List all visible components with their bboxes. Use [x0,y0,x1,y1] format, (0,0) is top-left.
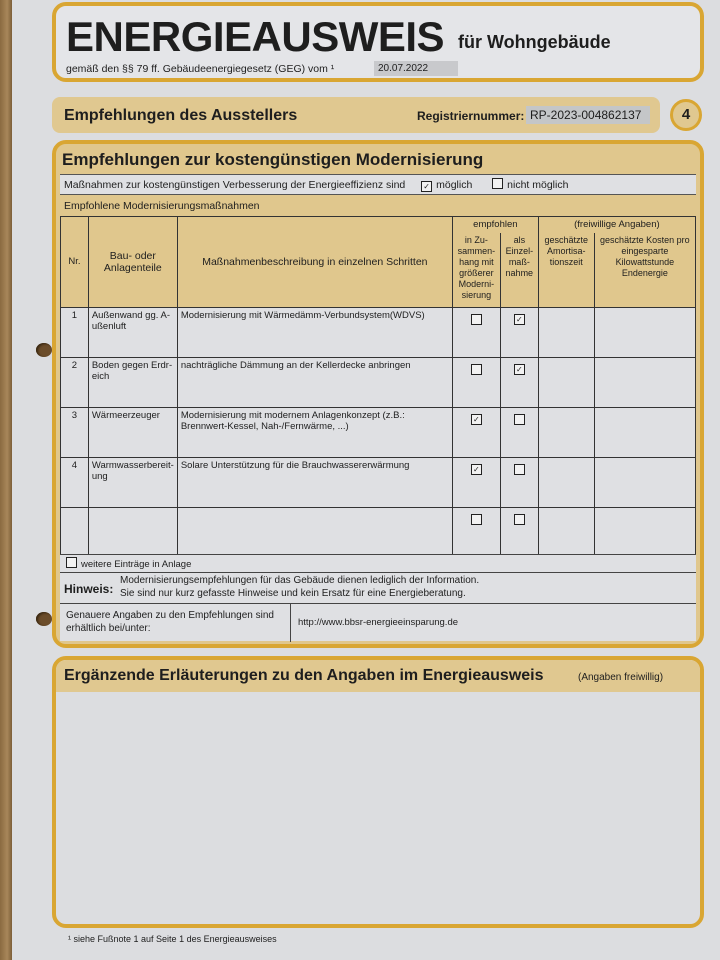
col-voluntary: (freiwillige Angaben) [538,217,695,234]
section-bar [52,97,660,133]
info-url[interactable]: http://www.bbsr-energieeinsparung.de [298,617,459,628]
payback-cell [538,357,594,407]
registration-label: Registriernummer: [417,109,525,123]
row-description: Solare Unterstützung für die Brauchwassererwärmung [177,457,452,507]
cost-cell [594,457,695,507]
note-line-2: Sie sind nur kurz gefasste Hinweise und kein Ersatz für eine Energieberatung. [120,588,466,599]
subheading-row [60,194,696,216]
combined-cell [452,357,500,407]
combined-cell [452,307,500,357]
cost-cell [594,407,695,457]
possible-checkbox[interactable]: ✓ [421,181,432,192]
measures-table [60,216,696,558]
not-possible-checkbox[interactable] [492,178,503,189]
divider [290,604,291,642]
row-number: 3 [61,407,89,457]
combined-checkbox[interactable] [471,364,482,375]
row-part: Boden gegen Erdr-eich [88,357,177,407]
punch-hole [36,343,52,357]
modernization-box [52,140,704,648]
row-part: Warmwasserbereit-ung [88,457,177,507]
registration-number-field: RP-2023-004862137 [526,106,650,124]
desk-background [0,0,12,960]
note-row [60,572,696,603]
single-checkbox[interactable]: ✓ [514,364,525,375]
cost-cell [594,307,695,357]
note-line-1: Modernisierungsempfehlungen für das Gebäude dienen lediglich der Information. [120,575,480,586]
row-description: nachträgliche Dämmung an der Kellerdecke anbringen [177,357,452,407]
col-recommended: empfohlen [452,217,538,234]
explanations-title: Ergänzende Erläuterungen zu den Angaben im Energieausweis [64,667,544,684]
combined-cell [452,407,500,457]
document-title: ENERGIEAUSWEIS [66,13,445,60]
row-description: Modernisierung mit modernem Anlagenkonzept (z.B.: Brennwert-Kessel, Nah-/Fernwärme, ...) [177,407,452,457]
row-number: 2 [61,357,89,407]
document-header [52,2,704,82]
row-part [88,507,177,557]
col-cost: geschätzte Kosten pro eingesparte Kilowattstunde Endenergie [594,233,695,307]
info-row [60,603,696,641]
single-cell [500,407,538,457]
more-entries-row [60,554,696,572]
payback-cell [538,457,594,507]
combined-cell [452,457,500,507]
issue-date-field: 20.07.2022 [374,61,458,76]
single-cell [500,307,538,357]
combined-checkbox[interactable] [471,514,482,525]
feasibility-row [60,174,696,194]
combined-checkbox[interactable]: ✓ [471,464,482,475]
row-part: Außenwand gg. A-ußenluft [88,307,177,357]
table-row [61,457,696,507]
col-single: als Einzel-maß-nahme [500,233,538,307]
payback-cell [538,407,594,457]
single-checkbox[interactable]: ✓ [514,314,525,325]
col-description: Maßnahmenbeschreibung in einzelnen Schritten [177,217,452,308]
law-reference: gemäß den §§ 79 ff. Gebäudeenergiegesetz (GEG) vom ¹ [66,63,335,75]
explanations-header [56,660,700,692]
payback-cell [538,507,594,557]
combined-checkbox[interactable]: ✓ [471,414,482,425]
punch-hole [36,612,52,626]
combined-checkbox[interactable] [471,314,482,325]
table-header-row [61,217,696,234]
note-label: Hinweis: [64,582,114,596]
document-subtitle: für Wohngebäude [458,32,611,52]
col-part: Bau- oder Anlagenteile [88,217,177,308]
section-title: Empfehlungen des Ausstellers [64,107,298,124]
page-number-badge: 4 [670,99,702,131]
table-row [61,307,696,357]
info-label: Genauere Angaben zu den Empfehlungen sind erhältlich bei/unter: [66,610,274,634]
row-number [61,507,89,557]
footnote: ¹ siehe Fußnote 1 auf Seite 1 des Energieausweises [68,934,277,944]
single-cell [500,457,538,507]
row-number: 4 [61,457,89,507]
cost-cell [594,357,695,407]
cost-cell [594,507,695,557]
col-combined: in Zu-sammen-hang mit größerer Moderni-sierung [452,233,500,307]
single-cell [500,357,538,407]
modernization-title: Empfehlungen zur kostengünstigen Modernisierung [62,150,484,169]
not-possible-label: nicht möglich [507,179,569,191]
explanations-textarea[interactable] [60,694,696,920]
table-row [61,407,696,457]
col-nr: Nr. [61,217,89,308]
more-entries-label: weitere Einträge in Anlage [81,559,192,570]
col-payback: geschätzte Amortisa-tionszeit [538,233,594,307]
payback-cell [538,307,594,357]
feasibility-question: Maßnahmen zur kostengünstigen Verbesserung der Energieeffizienz sind [64,179,406,191]
measures-subheading: Empfohlene Modernisierungsmaßnahmen [64,200,260,212]
single-checkbox[interactable] [514,514,525,525]
more-entries-checkbox[interactable] [66,557,77,568]
table-row [61,357,696,407]
row-part: Wärmeerzeuger [88,407,177,457]
possible-label: möglich [436,179,473,191]
combined-cell [452,507,500,557]
row-description: Modernisierung mit Wärmedämm-Verbundsystem(WDVS) [177,307,452,357]
row-description [177,507,452,557]
explanations-note: (Angaben freiwillig) [578,672,664,683]
single-cell [500,507,538,557]
single-checkbox[interactable] [514,414,525,425]
explanations-box [52,656,704,928]
table-row [61,507,696,557]
single-checkbox[interactable] [514,464,525,475]
row-number: 1 [61,307,89,357]
